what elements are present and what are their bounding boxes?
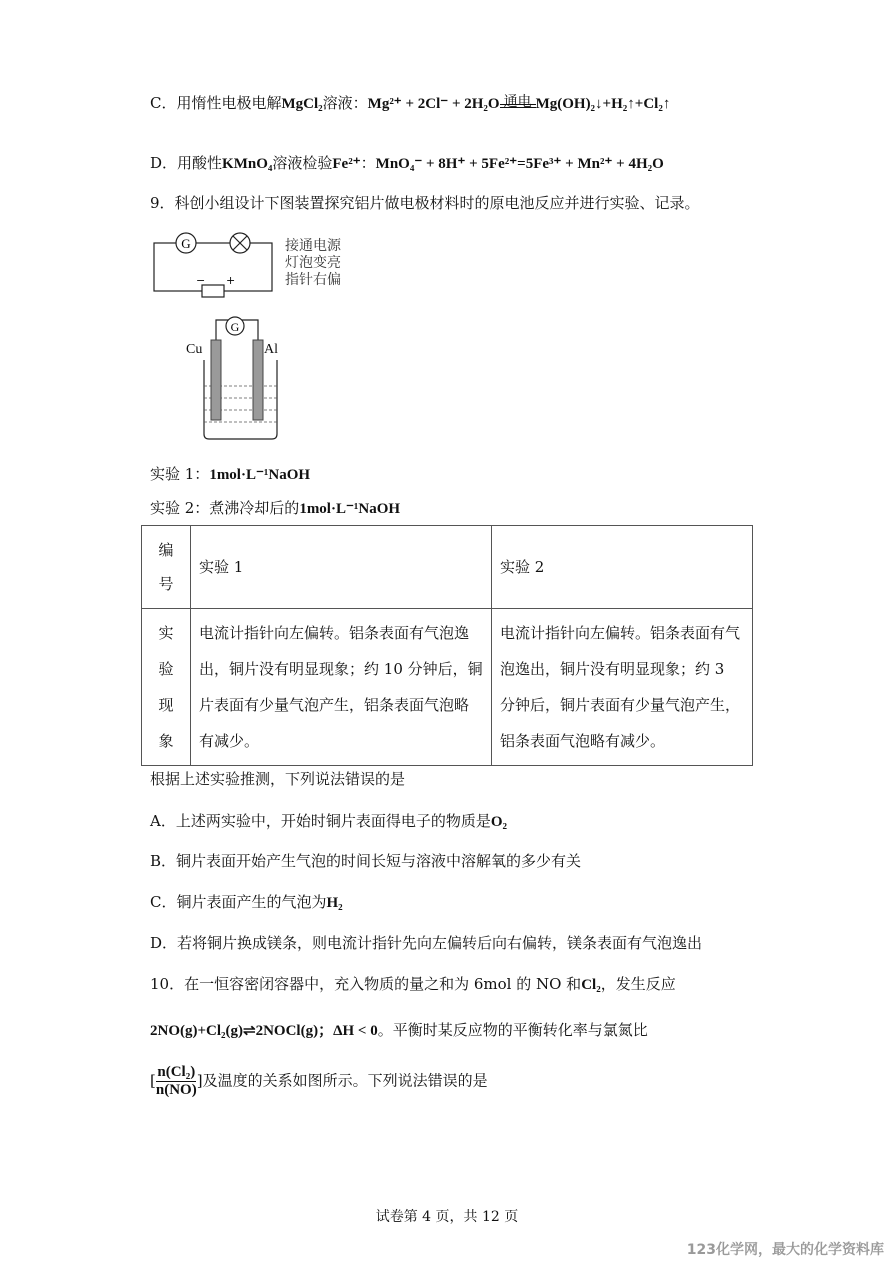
frac-numerator: n(Cl₂): [157, 1064, 196, 1080]
option-d-colon: ：: [360, 154, 376, 172]
q10-stem-a: 10．在一恒容密闭容器中，充入物质的量之和为 6mol 的 NO 和: [150, 975, 582, 993]
option-d-equation: MnO₄⁻ + 8H⁺ + 5Fe²⁺=5Fe³⁺ + Mn²⁺ + 4H₂O: [375, 156, 664, 172]
q9-option-c-text: C．铜片表面产生的气泡为: [150, 893, 327, 911]
header-col1: [142, 526, 191, 609]
row-col1: [142, 609, 191, 766]
header-col1-text: 编号: [158, 541, 174, 593]
q10-reaction-line: [150, 1019, 648, 1040]
circuit-notes: [285, 238, 341, 289]
exp1-line: [150, 463, 310, 484]
q9-option-d: D．若将铜片换成镁条，则电流计指针先向左偏转后向右偏转，镁条表面有气泡逸出: [150, 934, 703, 952]
circuit-note-1: 接通电源: [285, 238, 341, 254]
q9-option-c: [150, 891, 343, 912]
al-label: Al: [264, 342, 278, 357]
q10-reaction-tail: 。平衡时某反应物的平衡转化率与氯氮比: [377, 1021, 648, 1039]
exp2-label: 实验 2：煮沸冷却后的: [150, 499, 300, 517]
option-c-compound: MgCl₂: [281, 96, 323, 112]
option-d-prefix: D．用酸性: [150, 154, 223, 172]
q9-option-c-chem: H₂: [326, 895, 343, 911]
circuit-note-2: 灯泡变亮: [285, 255, 341, 271]
q10-dh: ΔH < 0: [333, 1023, 378, 1039]
option-d-line: [150, 152, 664, 173]
cu-electrode: [211, 340, 221, 420]
q9-question: 根据上述实验推测，下列说法错误的是: [150, 770, 406, 788]
option-c-equation-left: Mg²⁺ + 2Cl⁻ + 2H₂O: [367, 96, 500, 112]
battery-symbol: [202, 285, 224, 297]
exp2-line: [150, 497, 400, 518]
exp1-label: 实验 1：: [150, 465, 210, 483]
q9-stem: 9．科创小组设计下图装置探究铝片做电极材料时的原电池反应并进行实验、记录。: [150, 194, 700, 212]
ratio-fraction: [156, 1064, 197, 1099]
header-col3: 实验 2: [492, 526, 753, 609]
cu-label: Cu: [186, 342, 203, 357]
q10-stem: [150, 973, 676, 994]
option-d-compound: KMnO₄: [222, 156, 273, 172]
q9-option-a-chem: O₂: [490, 814, 508, 830]
exp1-solution: 1mol·L⁻¹NaOH: [209, 467, 311, 483]
circuit-wire: [154, 243, 272, 291]
galvanometer-letter: G: [181, 236, 191, 251]
q9-option-a: [150, 810, 507, 831]
al-electrode: [253, 340, 263, 420]
circuit-note-3: 指针右偏: [285, 272, 341, 288]
header-col2: 实验 1: [191, 526, 492, 609]
option-d-ion: Fe²⁺: [332, 156, 361, 172]
circuit-svg: [150, 230, 280, 300]
option-c-prefix: C．用惰性电极电解: [150, 94, 282, 112]
frac-close: ]: [196, 1071, 203, 1090]
frac-denominator: n(NO): [155, 1082, 197, 1098]
q10-stem-chem: Cl₂: [581, 977, 601, 993]
q9-option-a-text: A．上述两实验中，开始时铜片表面得电子的物质是: [150, 812, 491, 830]
row-col2: 电流计指针向左偏转。铝条表面有气泡逸出，铜片没有明显现象；约 10 分钟后，铜片表面有少量气泡产生，铝条表面气泡略有减少。: [191, 609, 492, 766]
option-c-equation-right: Mg(OH)₂↓+H₂↑+Cl₂↑: [535, 96, 671, 112]
table-row: [142, 609, 753, 766]
option-c-line: [150, 92, 670, 113]
experiment-table: [141, 525, 753, 766]
q9-option-b: B．铜片表面开始产生气泡的时间长短与溶液中溶解氧的多少有关: [150, 852, 582, 870]
option-d-middle: 溶液检验: [272, 154, 333, 172]
watermark: 123化学网，最大的化学资料库: [686, 1242, 884, 1258]
frac-open: [: [150, 1071, 156, 1090]
cell-svg: [186, 312, 296, 442]
option-c-middle: 溶液：: [322, 94, 368, 112]
battery-plus: +: [226, 274, 236, 287]
q10-tail: 及温度的关系如图所示。下列说法错误的是: [202, 1071, 488, 1090]
table-header-row: [142, 526, 753, 609]
row-col1-text: 实验现象: [158, 624, 174, 750]
row-col3: 电流计指针向左偏转。铝条表面有气泡逸出，铜片没有明显现象；约 3 分钟后，铜片表面有少量气泡产生，铝条表面气泡略有减少。: [492, 609, 753, 766]
cell-galvanometer-letter: G: [230, 320, 240, 334]
q10-stem-b: ，发生反应: [600, 975, 676, 993]
condition-label: 通电: [503, 94, 532, 110]
cell-diagram: [186, 312, 296, 442]
exp2-solution: 1mol·L⁻¹NaOH: [299, 501, 401, 517]
q10-ratio-line: [150, 1064, 488, 1099]
circuit-diagram: [150, 230, 370, 300]
battery-minus: −: [196, 274, 206, 287]
page-footer: 试卷第 4 页，共 12 页: [375, 1209, 519, 1225]
q10-reaction: 2NO(g)+Cl₂(g)⇌2NOCl(g)；: [150, 1023, 334, 1039]
